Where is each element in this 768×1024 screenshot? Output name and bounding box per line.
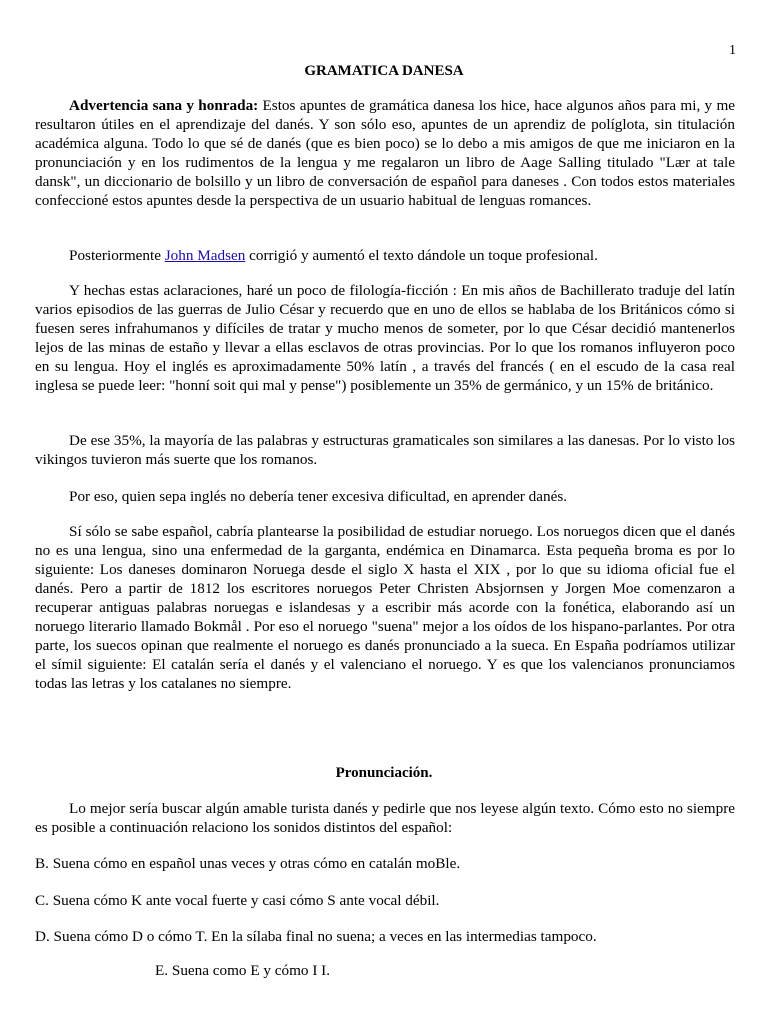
item-letter-e: E. Suena como E y cómo I I. xyxy=(155,962,331,979)
advertencia-text: Estos apuntes de gramática danesa los hice, hace algunos años para mi, y me resultaron útiles en el aprendizaje del danés. Y son sólo eso, apuntes de un aprendiz de políglota, sin titulación académica alguna. Todo lo que sé de danés (que es bien poco) se lo debo a mis amigos de que me iniciaron en la pronunciación y en los rudimentos de la lengua y me regalaron un libro de Aage Salling titulado "Lær at tale dansk", un diccionario de bolsillo y un libro de conversación de español para daneses . Con todos estos materiales confeccioné estos apuntes desde la perspectiva de un usuario habitual de lenguas romances. xyxy=(35,97,735,209)
advertencia-label: Advertencia sana y honrada: xyxy=(69,97,259,114)
paragraph-35-percent: De ese 35%, la mayoría de las palabras y estructuras gramaticales son similares a las danesas. Por lo visto los vikingos tuvieron más suerte que los romanos. xyxy=(35,432,735,468)
john-madsen-link[interactable]: John Madsen xyxy=(164,247,246,264)
item-letter-c: C. Suena cómo K ante vocal fuerte y casi cómo S ante vocal débil. xyxy=(35,892,440,909)
item-letter-b: B. Suena cómo en español unas veces y otras cómo en catalán moBle. xyxy=(35,855,461,872)
paragraph-pronunciacion-intro: Lo mejor sería buscar algún amable turista danés y pedirle que nos leyese algún texto. Cómo esto no siempre es posible a continuación relaciono los sonidos distintos del español: xyxy=(35,800,735,836)
posteriormente-before: Posteriormente xyxy=(69,247,165,264)
item-letter-d: D. Suena cómo D o cómo T. En la sílaba final no suena; a veces en las intermedias tampoco. xyxy=(35,928,597,945)
paragraph-ingles: Por eso, quien sepa inglés no debería tener excesiva dificultad, en aprender danés. xyxy=(69,488,568,505)
paragraph-advertencia xyxy=(35,96,735,210)
paragraph-noruego: Sí sólo se sabe español, cabría plantearse la posibilidad de estudiar noruego. Los noruegos dicen que el danés no es una lengua, sino una enfermedad de la garganta, endémica en Dinamarca. Esta pequeña broma es por lo siguiente: Los daneses dominaron Noruega desde el siglo X hasta el XIX , por lo que su idioma oficial fue el danés. Pero a partir de 1812 los escritores noruegos Peter Christen Absjornsen y Jorgen Moe comenzaron a recuperar antiguas palabras noruegas e islandesas y a escribir más acorde con la fonética, elaborando así un noruego literario llamado Bokmål . Por eso el noruego "suena" mejor a los oídos de los hispano-parlantes. Por otra parte, los suecos opinan que realmente el noruego es danés pronunciado a la sueca. En España podríamos utilizar el símil siguiente: El catalán sería el danés y el valenciano el noruego. Y es que los valencianos pronunciamos todas las letras y los catalanes no siempre. xyxy=(35,523,735,692)
paragraph-filologia: Y hechas estas aclaraciones, haré un poco de filología-ficción : En mis años de Bachillerato traduje del latín varios episodios de las guerras de Julio César y recuerdo que en uno de ellos se hablaba de los Británicos cómo si fuesen seres infrahumanos y difíciles de tratar y mucho menos de someter, por lo que César decidió mantenerlos lejos de las minas de estaño y llevar a ellas esclavos de otras provincias. Por lo que los romanos influyeron poco en su lengua. Hoy el inglés es aproximadamente 50% latín , a través del francés ( en el escudo de la casa real inglesa se puede leer: "honní soit qui mal y pense") posiblemente un 35% de germánico, y un 15% de británico. xyxy=(35,282,735,394)
page-number: 1 xyxy=(729,43,736,58)
paragraph-posteriormente xyxy=(35,246,735,265)
posteriormente-after: corrigió y aumentó el texto dándole un toque profesional. xyxy=(245,247,598,264)
document-title: GRAMATICA DANESA xyxy=(304,63,464,79)
section-title-pronunciacion: Pronunciación. xyxy=(335,765,433,781)
